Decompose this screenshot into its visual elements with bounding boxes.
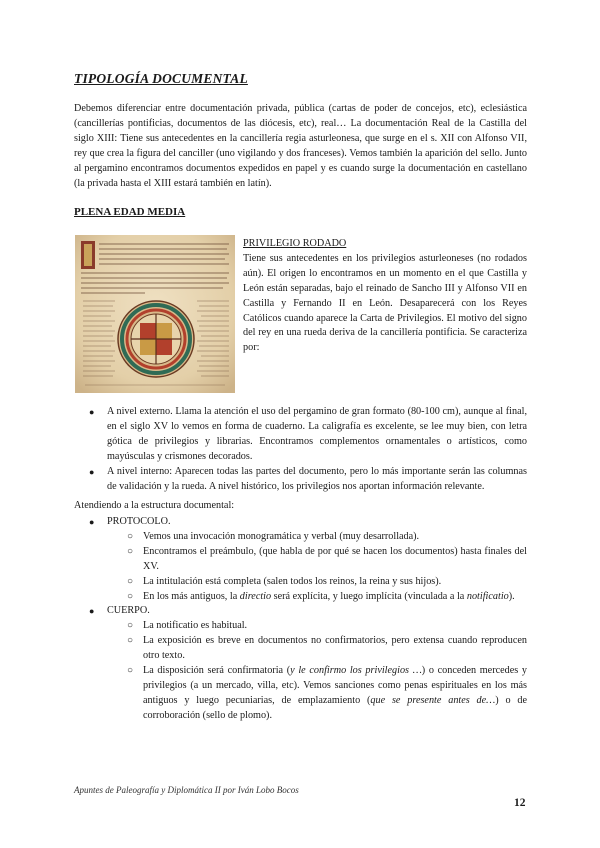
hollow-circle-icon: ○ <box>127 530 134 542</box>
list-item: ● A nivel interno: Aparecen todas las partes del documento, pero lo más importante serán las columnas de validación y la rueda. A nivel histórico, los privilegios nos aportan información relevante. <box>89 465 527 492</box>
sub-list-item: ○ La intitulación está completa (salen todos los reinos, la reina y sus hijos). <box>107 575 527 590</box>
sub-list-item: ○ La exposición es breve en documentos no confirmatorios, pero extensa cuando reproducen otro texto. <box>127 635 527 662</box>
hollow-circle-icon: ○ <box>127 665 134 677</box>
sub-list-item: ○ En los más antiguos, la directio será explícita, y luego implícita (vinculada a la notificatio). <box>107 590 527 605</box>
page-footer: Apuntes de Paleografía y Diplomática II por Iván Lobo Bocos <box>74 785 299 795</box>
hollow-circle-icon: ○ <box>127 575 134 587</box>
list-item-protocolo: ● PROTOCOLO. <box>74 515 527 530</box>
bullet-dot-icon: ● <box>89 466 95 477</box>
sub-list-item: ○ La disposición será confirmatoria (y le confirmo los privilegios …) o conceden mercedes y privilegios (a un mercado, villa, etc). Vemos sanciones como penas espirituales en los más antiguos y luego pecuniarias, de emplazamiento (que se presente antes de…) o de corroboración (sello de plomo). <box>127 665 527 721</box>
bullet-dot-icon: ● <box>89 407 95 417</box>
privilegio-rodado-image <box>75 235 235 393</box>
list-item-cuerpo: ● CUERPO. <box>74 604 527 619</box>
cuerpo-sublist <box>74 619 527 723</box>
parchment-illustration <box>75 235 235 393</box>
sub-list-item: ○ Vemos una invocación monogramática y verbal (muy desarrollada). <box>107 530 527 545</box>
sub-list-item: ○ Encontramos el preámbulo, (que habla de por qué se hacen los documentos) hasta finales del XV. <box>127 545 527 572</box>
characteristics-list <box>74 405 527 494</box>
section-heading: PLENA EDAD MEDIA <box>74 206 186 218</box>
privilegio-title: PRIVILEGIO RODADO <box>243 238 347 249</box>
hollow-circle-icon: ○ <box>127 590 134 602</box>
page-number: 12 <box>514 797 526 809</box>
page-title: TIPOLOGÍA DOCUMENTAL <box>74 71 248 86</box>
structure-intro: Atendiendo a la estructura documental: <box>74 500 235 511</box>
protocolo-sublist <box>74 530 527 605</box>
bullet-dot-icon: ● <box>89 606 95 617</box>
list-item: ● A nivel externo. Llama la atención el uso del pergamino de gran formato (80-100 cm), aunque al final, en el siglo XV lo vemos en forma de cuaderno. La caligrafía es excelente, se lee muy bien, con letra gótica de privilegios y librarias. Encontramos complementos ornamentales o artísticos, como mayúsculas y crismones decorados. <box>89 406 527 462</box>
privilegio-paragraph <box>243 237 527 356</box>
sub-list-item: ○ La notificatio es habitual. <box>107 619 527 634</box>
hollow-circle-icon: ○ <box>127 635 134 647</box>
intro-paragraph: Debemos diferenciar entre documentación privada, pública (cartas de poder de concejos, etc), eclesiástica (cancillerías pontificias, documentos de las diócesis, etc), real… La documentación Real de la Castilla del siglo XIII: Tiene sus antecedentes en la cancillería regia asturleonesa, que surge en el s. XII con Alfonso VII, rey que crea la figura del canciller (uno vigilando y dos franceses). Vemos también la aparición del sello. Junto al pergamino encontramos documentos expedidos en papel y es cuando surge la documentación en castellano (la privada hasta el XIII estará también en latín). <box>74 103 527 189</box>
hollow-circle-icon: ○ <box>127 545 134 557</box>
protocolo-sublist-wrapper <box>74 530 527 605</box>
cuerpo-sublist-wrapper <box>74 619 527 723</box>
structure-list <box>74 515 527 724</box>
hollow-circle-icon: ○ <box>127 620 134 632</box>
rueda-signum <box>118 301 194 377</box>
privilegio-text: Tiene sus antecedentes en los privilegios asturleoneses (no rodados aún). El origen lo encontramos en un momento en el que Castilla y León están separadas, bajo el reinado de Sancho III y Alfonso VII en Castilla y Fernando II en León. Desaparecerá con los Reyes Católicos cuando aparece la Carta de Privilegios. El motivo del signo del rey en una rueda deriva de la cancillería pontificia. Se caracteriza por: <box>243 252 527 354</box>
bullet-dot-icon: ● <box>89 517 95 527</box>
